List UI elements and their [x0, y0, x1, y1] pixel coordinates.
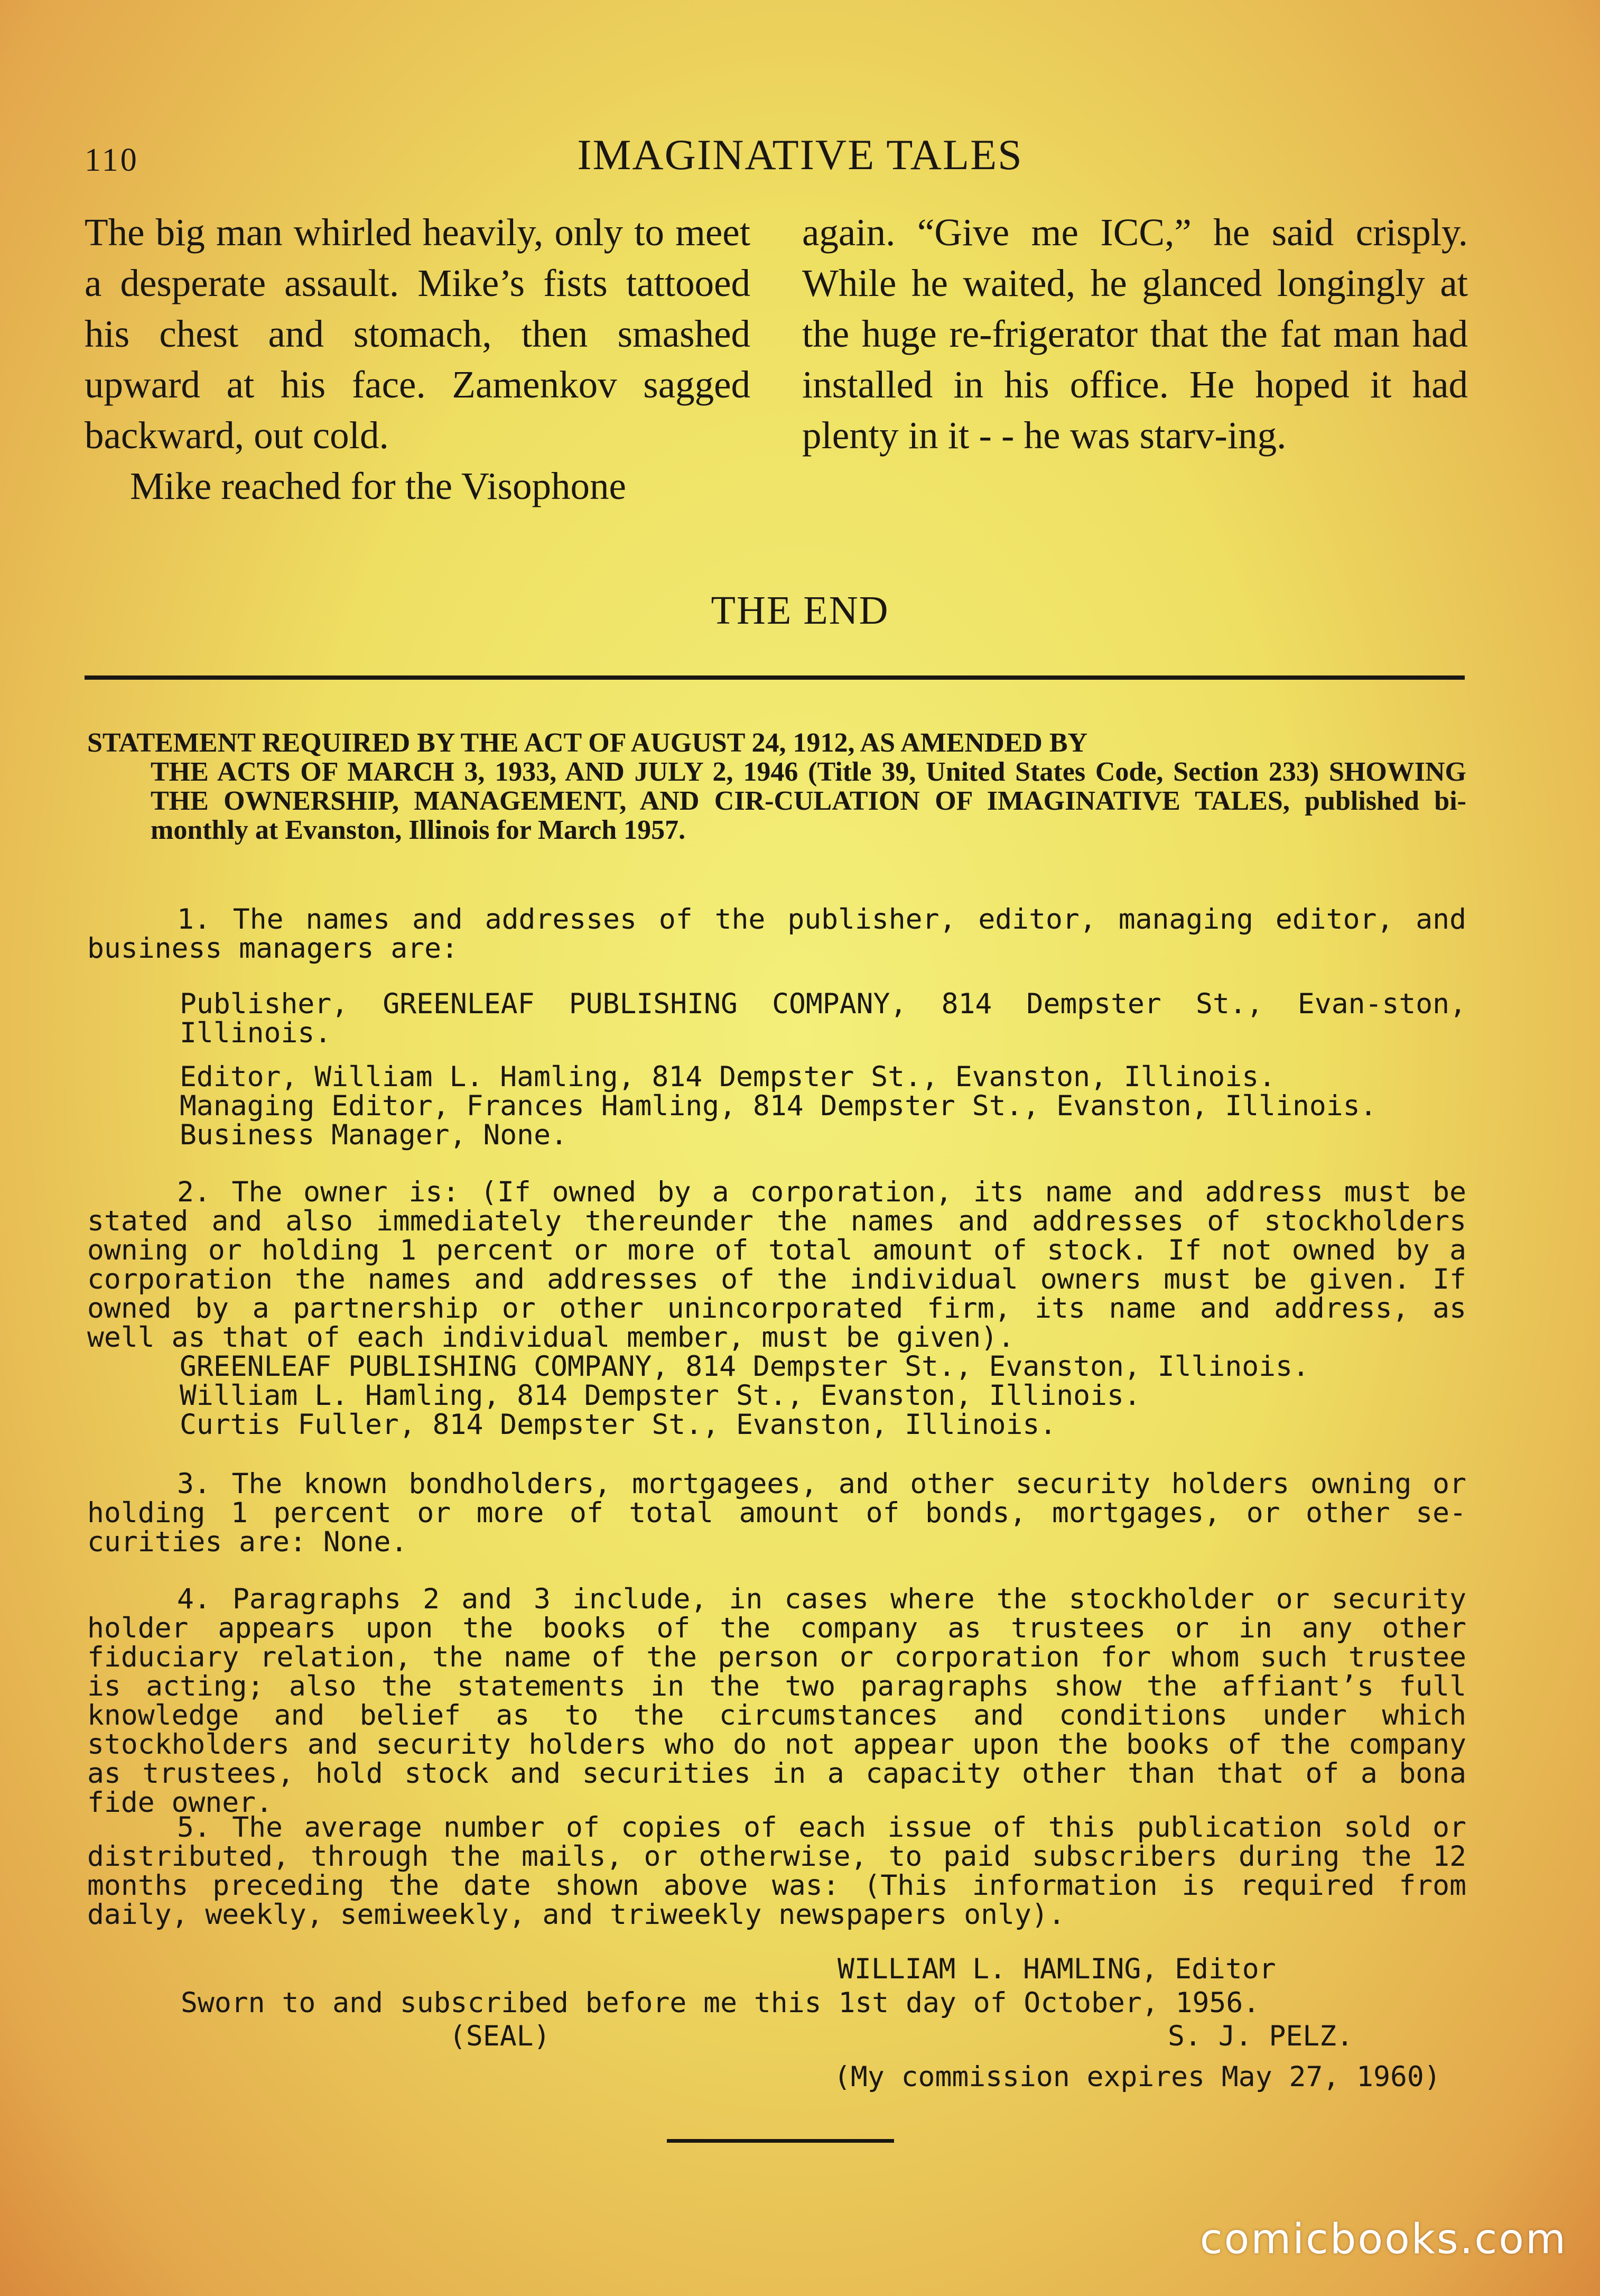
page-number: 110 — [85, 142, 139, 178]
story-text — [85, 207, 1468, 561]
legal-text: Editor, William L. Hamling, 814 Dempster St., Evanston, Illinois. — [180, 1061, 1276, 1093]
legal-text: Business Manager, None. — [180, 1119, 568, 1151]
legal-paragraph-2 — [87, 1178, 1466, 1439]
legal-text: 5. The average number of copies of each issue of this publication sold or distributed, through the mails, or otherwise, to paid subscribers during the 12 months preceding the date shown above was: (This information is required from daily, weekly, semiweekly, and triweekly newspapers only). — [87, 1811, 1466, 1931]
statement-heading-rest: THE ACTS OF MARCH 3, 1933, AND JULY 2, 1946 (Title 39, United States Code, Section 233) SHOWING THE OWNERSHIP, MANAGEMENT, AND CIR-CULATION OF IMAGINATIVE TALES, published bi-monthly at Evanston, Illinois for March 1957. — [151, 757, 1466, 845]
legal-text: Publisher, GREENLEAF PUBLISHING COMPANY, 814 Dempster St., Evan-ston, Illinois. — [180, 988, 1466, 1049]
the-end-label: THE END — [711, 588, 889, 633]
legal-paragraph-4 — [87, 1585, 1466, 1817]
legal-paragraph-5 — [87, 1813, 1466, 1929]
story-paragraph: again. “Give me ICC,” he said crisply. While he waited, he glanced longingly at the huge re-frigerator that the fat man had installed in his office. He hoped it had plenty in it - - he was starv-ing. — [802, 211, 1468, 457]
watermark: comicbooks.com — [1199, 2216, 1567, 2263]
ownership-statement-heading — [87, 728, 1466, 845]
commission-expiry: (My commission expires May 27, 1960) — [834, 2061, 1441, 2093]
legal-text: 2. The owner is: (If owned by a corporation, its name and address must be stated and also immediately thereunder the names and addresses of stockholders owning or holding 1 percent or more of total amount of stock. If not owned by a corporation the names and addresses of the individual owners must be given. If owned by a partnership or other unincorporated firm, its name and address, as well as that of each individual member, must be given). — [87, 1176, 1466, 1354]
notary-name: S. J. PELZ. — [1168, 2020, 1353, 2052]
legal-text: 3. The known bondholders, mortgagees, and other security holders owning or holding 1 percent or more of total amount of bonds, mortgages, or other se-curities are: None. — [87, 1468, 1466, 1558]
editor-signature: WILLIAM L. HAMLING, Editor — [838, 1953, 1276, 1985]
story-paragraph: The big man whirled heavily, only to meet a desperate assault. Mike’s fists tattooed his chest and stomach, then smashed upward at his face. Zamenkov sagged backward, out cold. — [85, 211, 750, 457]
legal-paragraph-1 — [87, 905, 1466, 963]
running-title: IMAGINATIVE TALES — [577, 131, 1023, 179]
page-header — [0, 126, 1600, 189]
section-divider — [85, 675, 1465, 680]
legal-text: William L. Hamling, 814 Dempster St., Evanston, Illinois. — [180, 1380, 1141, 1412]
editors-list — [87, 1062, 1466, 1150]
legal-paragraph-3 — [87, 1469, 1466, 1557]
legal-text: Curtis Fuller, 814 Dempster St., Evanston, Illinois. — [180, 1409, 1057, 1441]
seal-label: (SEAL) — [449, 2020, 551, 2052]
story-column-right — [802, 207, 1468, 461]
story-paragraph: Mike reached for the Visophone — [130, 465, 626, 507]
closing-rule — [667, 2139, 894, 2143]
statement-heading-line: STATEMENT REQUIRED BY THE ACT OF AUGUST 24, 1912, AS AMENDED BY — [87, 728, 1088, 758]
legal-text: 1. The names and addresses of the publisher, editor, managing editor, and business managers are: — [87, 903, 1466, 965]
legal-text: GREENLEAF PUBLISHING COMPANY, 814 Dempster St., Evanston, Illinois. — [180, 1350, 1309, 1383]
sworn-statement: Sworn to and subscribed before me this 1st day of October, 1956. — [181, 1987, 1260, 2019]
legal-text: Managing Editor, Frances Hamling, 814 Dempster St., Evanston, Illinois. — [180, 1090, 1377, 1122]
story-column-left — [85, 207, 750, 512]
legal-text: 4. Paragraphs 2 and 3 include, in cases where the stockholder or security holder appears upon the books of the company as trustees or in any other fiduciary relation, the name of the person or corporation for whom such trustee is acting; also the statements in the two paragraphs show the affiant’s full knowledge and belief as to the circumstances and conditions under which stockholders and security holders who do not appear upon the books of the company as trustees, hold stock and securities in a capacity other than that of a bona fide owner. — [87, 1583, 1466, 1819]
publisher-entry — [87, 989, 1466, 1048]
